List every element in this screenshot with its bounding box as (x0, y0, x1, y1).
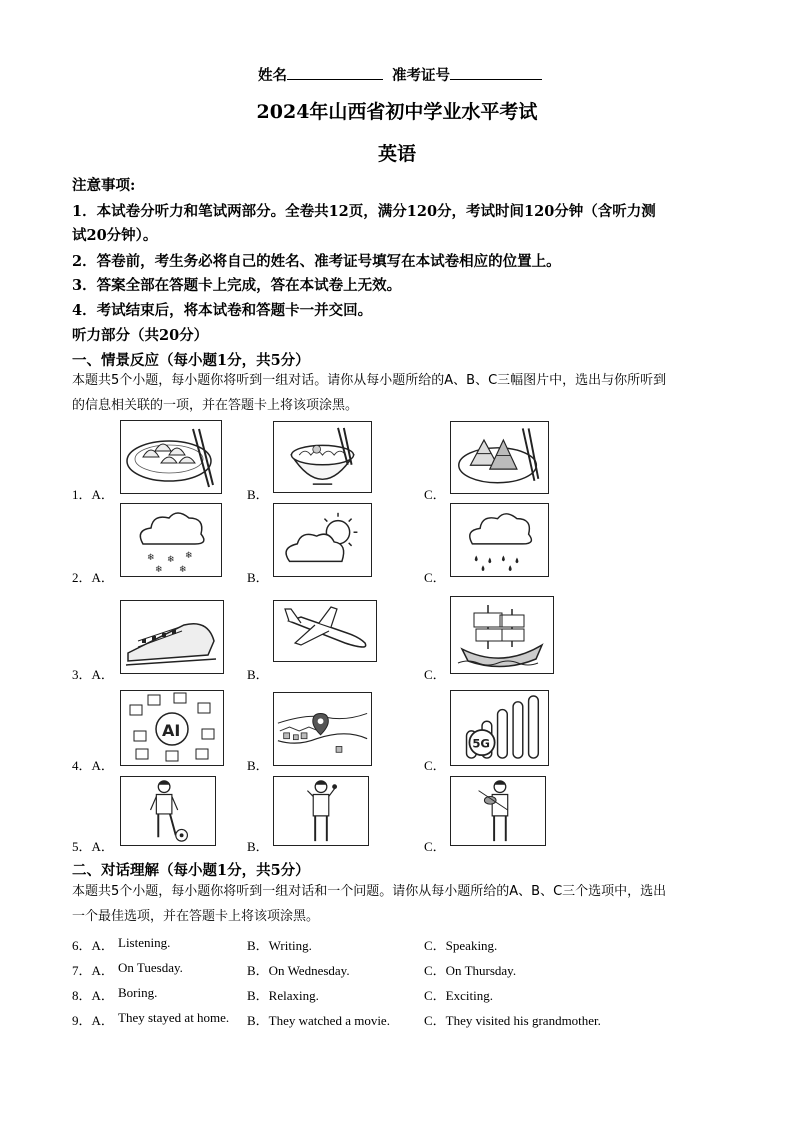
q5-b-label: B． (247, 839, 269, 854)
q8-option-c[interactable]: C．Exciting. (424, 988, 493, 1003)
q8-option-b[interactable]: B．Relaxing. (247, 988, 319, 1003)
cloudy-sun-icon[interactable] (273, 503, 372, 577)
listening-heading: 听力部分（共20分） (72, 327, 209, 344)
snow-icon[interactable] (120, 503, 222, 577)
q5-c-label: C． (424, 839, 446, 854)
q7-label: 7．A． (72, 963, 114, 978)
q9-option-a[interactable]: They stayed at home. (118, 1010, 230, 1025)
ai-text: AI (162, 721, 181, 740)
part2-instruction-1: 本题共5个小题，每小题你将听到一组对话和一个问题。请你从每小题所给的A、B、C三个选项中，选出 (72, 884, 667, 899)
part1-instruction-2: 的信息相关联的一项，并在答题卡上将该项涂黑。 (72, 398, 359, 413)
q9-label: 9．A． (72, 1013, 114, 1028)
q2-c-label: C． (424, 570, 446, 585)
q7-option-c[interactable]: C．On Thursday. (424, 963, 517, 978)
boy-singing-icon[interactable] (273, 776, 369, 846)
name-label: 姓名 (258, 67, 287, 84)
q3-label: 3．A． (72, 667, 114, 682)
5g-text: 5G (472, 736, 490, 751)
q4-label: 4．A． (72, 758, 114, 773)
q9-option-c[interactable]: C．They visited his grandmother. (424, 1013, 601, 1028)
exam-id-label: 准考证号 (392, 67, 450, 84)
map-location-icon[interactable] (273, 692, 372, 766)
dumplings-icon[interactable] (120, 420, 222, 494)
exam-title: 2024年山西省初中学业水平考试 (256, 101, 538, 123)
q6-option-c[interactable]: C．Speaking. (424, 938, 498, 953)
notice-heading: 注意事项: (72, 177, 136, 194)
part1-heading: 一、情景反应（每小题1分，共5分） (72, 352, 310, 369)
q1-c-label: C． (424, 487, 446, 502)
q2-label: 2．A． (72, 570, 114, 585)
q2-b-label: B． (247, 570, 269, 585)
notice-item-4: 4．考试结束后，将本试卷和答题卡一并交回。 (72, 302, 373, 319)
q3-c-label: C． (424, 667, 446, 682)
exam-id-blank[interactable] (450, 79, 542, 80)
ship-icon[interactable] (450, 596, 554, 674)
q1-label: 1．A． (72, 487, 114, 502)
q8-label: 8．A． (72, 988, 114, 1003)
airplane-icon[interactable] (273, 600, 377, 662)
q4-c-label: C． (424, 758, 446, 773)
svg-text:❄: ❄ (147, 553, 155, 563)
rain-icon[interactable] (450, 503, 549, 577)
svg-text:❄: ❄ (167, 555, 175, 565)
zongzi-icon[interactable] (450, 421, 549, 494)
svg-text:❄: ❄ (185, 551, 193, 561)
5g-signal-icon[interactable] (450, 690, 549, 766)
svg-text:❄: ❄ (179, 565, 187, 575)
train-icon[interactable] (120, 600, 224, 674)
notice-item-1-cont: 试20分钟）。 (72, 227, 158, 244)
part1-instruction-1: 本题共5个小题，每小题你将听到一组对话。请你从每小题所给的A、B、C三幅图片中，选出与你所听到 (72, 373, 667, 388)
part2-heading: 二、对话理解（每小题1分，共5分） (72, 862, 310, 879)
q7-option-b[interactable]: B．On Wednesday. (247, 963, 350, 978)
notice-item-3: 3．答案全部在答题卡上完成，答在本试卷上无效。 (72, 277, 402, 294)
boy-football-icon[interactable] (120, 776, 216, 846)
q1-b-label: B． (247, 487, 269, 502)
q7-option-a[interactable]: On Tuesday. (118, 960, 183, 975)
q5-label: 5．A． (72, 839, 114, 854)
q9-option-b[interactable]: B．They watched a movie. (247, 1013, 390, 1028)
svg-text:❄: ❄ (155, 565, 163, 575)
exam-id-field[interactable] (392, 64, 542, 85)
notice-item-2: 2．答卷前，考生务必将自己的姓名、准考证号填写在本试卷相应的位置上。 (72, 253, 561, 270)
ai-icon[interactable] (120, 690, 224, 766)
q8-option-a[interactable]: Boring. (118, 985, 158, 1000)
q6-option-a[interactable]: Listening. (118, 935, 171, 950)
subject-title: 英语 (377, 143, 416, 165)
noodles-icon[interactable] (273, 421, 372, 493)
q6-label: 6．A． (72, 938, 114, 953)
notice-item-1: 1．本试卷分听力和笔试两部分。全卷共12页，满分120分，考试时间120分钟（含听力测 (72, 203, 656, 220)
boy-violin-icon[interactable] (450, 776, 546, 846)
name-field[interactable] (258, 64, 383, 85)
part2-instruction-2: 一个最佳选项，并在答题卡上将该项涂黑。 (72, 909, 320, 924)
q3-b-label: B． (247, 667, 269, 682)
name-blank[interactable] (287, 79, 383, 80)
q6-option-b[interactable]: B．Writing. (247, 938, 312, 953)
q4-b-label: B． (247, 758, 269, 773)
